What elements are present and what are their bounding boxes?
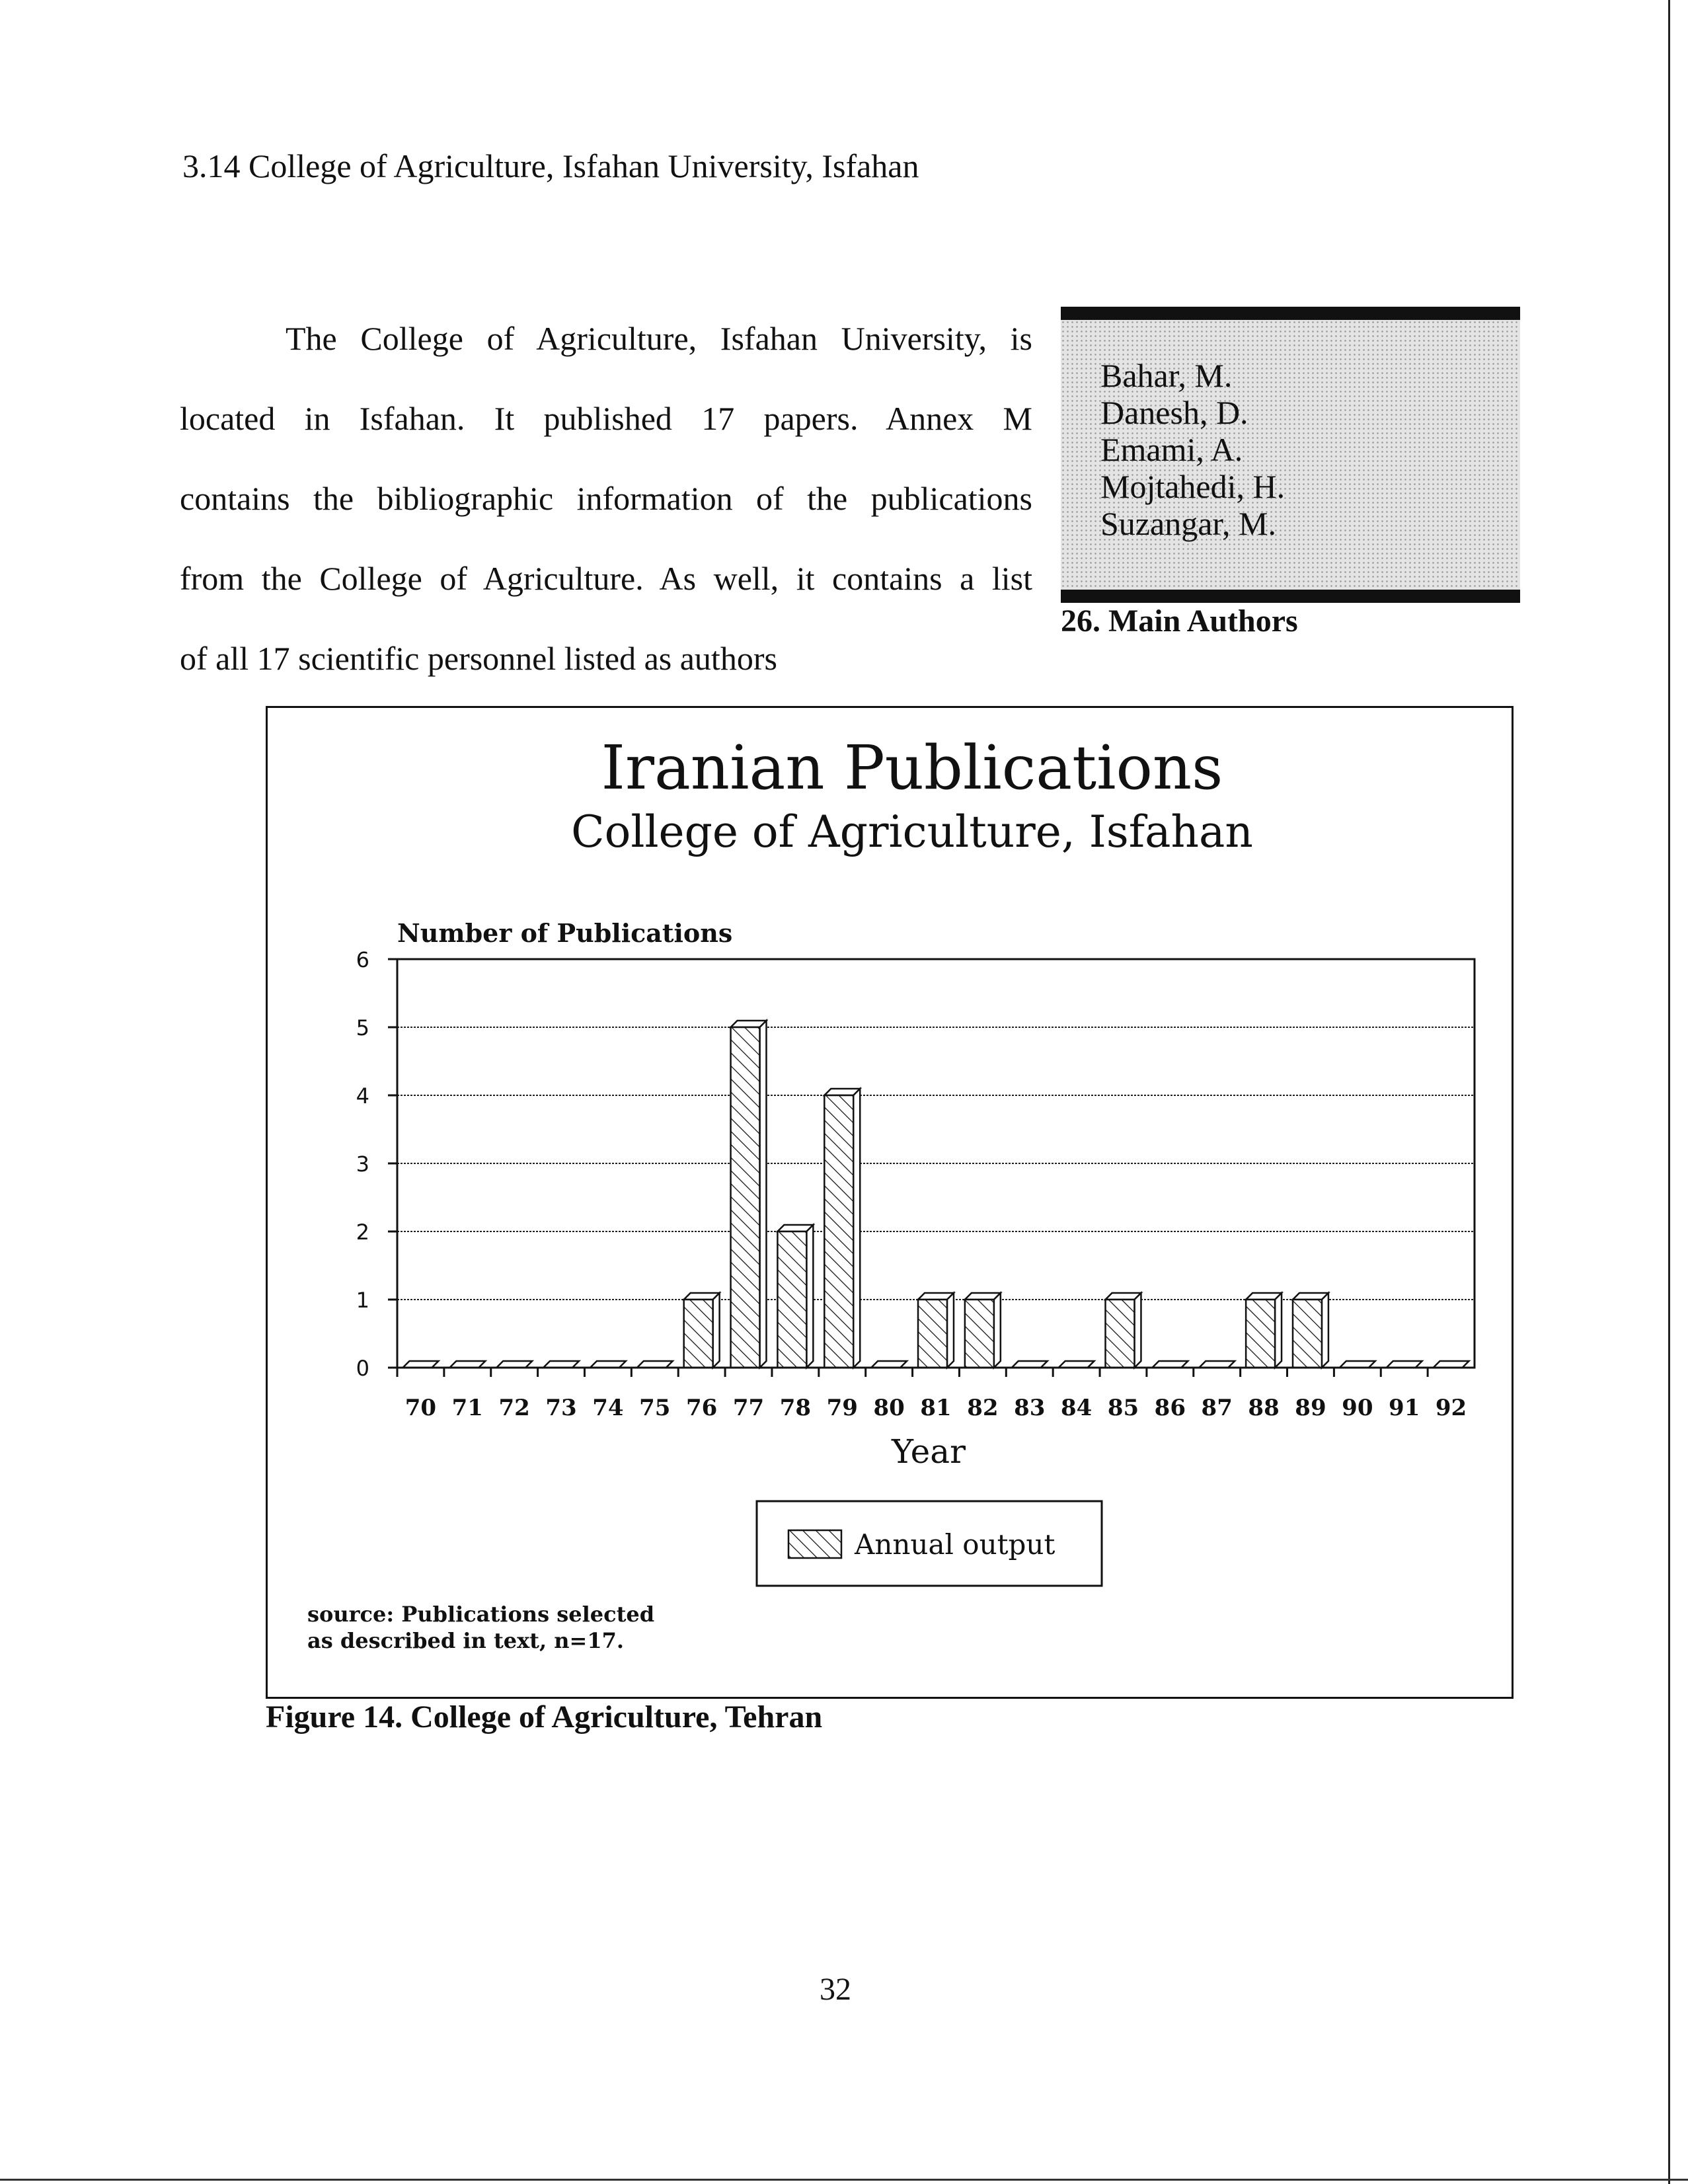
x-tick-label: 72 <box>498 1395 530 1421</box>
x-tick-label: 87 <box>1201 1395 1233 1421</box>
author-name: Bahar, M. <box>1100 357 1233 394</box>
x-tick-label: 78 <box>779 1395 812 1421</box>
page-number: 32 <box>820 1972 851 2007</box>
x-tick-label: 86 <box>1154 1395 1186 1421</box>
x-tick-label: 88 <box>1248 1395 1280 1421</box>
x-tick-label: 91 <box>1389 1395 1420 1421</box>
source-note-line2: as described in text, n=17. <box>307 1628 624 1653</box>
y-tick-label: 4 <box>356 1083 369 1109</box>
source-note-line1: source: Publications selected <box>307 1602 655 1627</box>
figure-frame <box>266 706 1514 1699</box>
bar-82 <box>965 1293 1001 1368</box>
y-tick-label: 5 <box>356 1015 369 1040</box>
bar-88 <box>1246 1293 1282 1368</box>
authors-list <box>1061 320 1520 542</box>
x-tick-label: 71 <box>451 1395 483 1421</box>
bar-89 <box>1293 1293 1328 1368</box>
y-tick-label: 2 <box>356 1220 369 1245</box>
page-edge-line <box>0 2179 1688 2181</box>
x-tick-label: 75 <box>639 1395 671 1421</box>
bar-76 <box>684 1293 720 1368</box>
figure-caption: Figure 14. College of Agriculture, Tehran <box>266 1699 823 1735</box>
chart-subtitle: College of Agriculture, Isfahan <box>571 806 1253 857</box>
gridlines <box>397 1027 1475 1300</box>
paragraph-line: contains the bibliographic information of the publications <box>180 480 1032 517</box>
author-name: Suzangar, M. <box>1100 505 1276 542</box>
bar-78 <box>777 1225 813 1368</box>
x-tick-label: 77 <box>732 1395 765 1421</box>
authors-caption: 26. Main Authors <box>1061 604 1298 639</box>
section-heading: 3.14 College of Agriculture, Isfahan University, Isfahan <box>182 147 919 184</box>
x-tick-label: 79 <box>826 1395 858 1421</box>
author-name: Emami, A. <box>1100 431 1243 468</box>
bars <box>403 1021 1469 1368</box>
x-tick-label: 80 <box>873 1395 905 1421</box>
x-tick-label: 74 <box>592 1395 624 1421</box>
legend <box>757 1501 1102 1586</box>
body-paragraph <box>180 299 1032 699</box>
x-tick-label: 83 <box>1014 1395 1046 1421</box>
y-tick-label: 6 <box>356 947 369 972</box>
y-tick-label: 1 <box>356 1288 369 1313</box>
y-axis-label: Number of Publications <box>397 918 733 948</box>
x-axis-label: Year <box>892 1432 966 1471</box>
bar-79 <box>824 1089 860 1368</box>
y-tick-label: 3 <box>356 1151 369 1177</box>
publications-chart <box>268 708 1512 1697</box>
paragraph-line: located in Isfahan. It published 17 papers. Annex M <box>180 400 1032 437</box>
x-tick-label: 70 <box>404 1395 437 1421</box>
bar-81 <box>918 1293 954 1368</box>
x-tick-label: 92 <box>1435 1395 1467 1421</box>
x-tick-label: 81 <box>920 1395 952 1421</box>
bar-77 <box>731 1021 767 1368</box>
main-authors-box <box>1061 307 1520 603</box>
bar-85 <box>1106 1293 1141 1368</box>
legend-swatch <box>788 1530 841 1558</box>
author-name: Mojtahedi, H. <box>1100 468 1285 505</box>
x-tick-label: 85 <box>1107 1395 1139 1421</box>
x-tick-label: 82 <box>967 1395 999 1421</box>
paragraph-line: of all 17 scientific personnel listed as authors <box>180 640 777 677</box>
author-name: Danesh, D. <box>1100 394 1248 431</box>
legend-label: Annual output <box>855 1528 1055 1561</box>
x-tick-label: 89 <box>1295 1395 1326 1421</box>
x-tick-label: 73 <box>545 1395 577 1421</box>
x-tick-label: 84 <box>1060 1395 1093 1421</box>
page-edge-line <box>1668 0 1670 2184</box>
x-tick-label: 76 <box>685 1395 718 1421</box>
paragraph-line: The College of Agriculture, Isfahan University, is <box>286 320 1032 357</box>
y-tick-label: 0 <box>356 1356 369 1381</box>
chart-title: Iranian Publications <box>601 732 1223 803</box>
paragraph-line: from the College of Agriculture. As well, it contains a list <box>180 560 1032 597</box>
x-tick-label: 90 <box>1342 1395 1373 1421</box>
